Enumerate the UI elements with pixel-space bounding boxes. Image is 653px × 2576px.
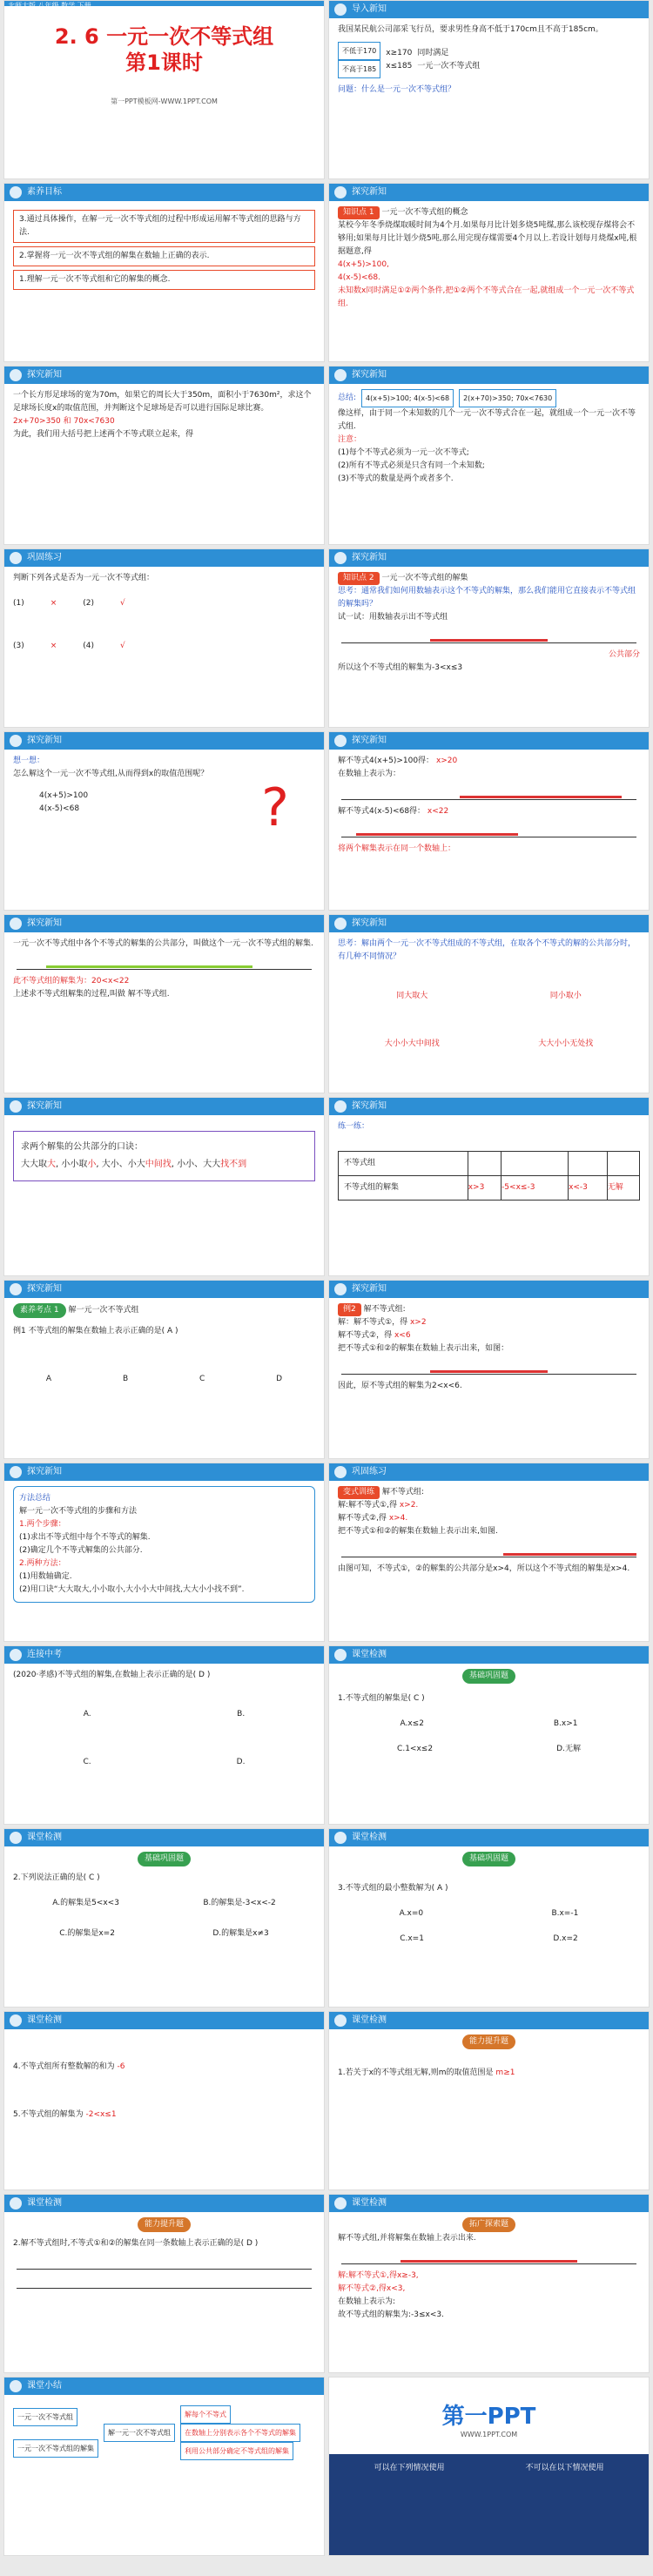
slide-summary[interactable] <box>3 2377 325 2556</box>
level-badge: 能力提升题 <box>462 2035 515 2049</box>
slide-header: 素养目标 <box>4 184 324 201</box>
mark-1: × <box>50 599 57 608</box>
option-a[interactable]: A.x≤2 <box>400 1719 424 1728</box>
question-text: 问题：什么是一元一次不等式组？ <box>338 85 456 94</box>
note-2: (2)所有不等式必须是只含有同一个未知数; <box>338 461 485 470</box>
slide-header: 探究新知 <box>329 915 649 932</box>
result-text: 由图可知，不等式①，②的解集的公共部分是x>4，所以这个不等式组的解集是x>4. <box>338 1564 630 1573</box>
result-text: 所以这个不等式组的解集为-3<x≤3 <box>338 663 463 672</box>
level-badge: 基础巩固题 <box>462 1852 515 1866</box>
slide-header: 探究新知 <box>4 732 324 750</box>
knowledge-title: 一元一次不等式组的解集 <box>381 574 468 582</box>
slide-variant[interactable]: 巩固练习 变式训练 解不等式组: 解:解不等式①,得 x>2. 解不等式②,得 x>4. 把不等式①和②的解集在数轴上表示出来,如图. 由图可知，不等式①，②的解集的公共部分是x>4，所以这个不等式组的解集是x>4. <box>328 1463 650 1642</box>
usage-denied-label: 不可以在以下情况使用 <box>525 2464 604 2472</box>
result-text: 因此，原不等式组的解集为2<x<6. <box>338 1382 462 1390</box>
result-2: 一元一次不等式组 <box>417 62 481 71</box>
option-b[interactable]: B <box>122 1375 129 1383</box>
cond-1: 不低于170 <box>338 42 380 60</box>
question-text: 2.解不等式组时,不等式①和②的解集在同一条数轴上表示正确的是( D ) <box>13 2239 259 2248</box>
slide-header: 课堂检测 <box>329 1829 649 1846</box>
variant-tag: 变式训练 <box>338 1486 380 1499</box>
question-text: 1.不等式组的解集是( C ) <box>338 1694 425 1703</box>
level-badge: 拓广探索题 <box>462 2217 515 2232</box>
slide-check-2[interactable] <box>3 1828 325 2008</box>
slide-header: 探究新知 <box>4 1463 324 1481</box>
summary-node-c: 解一元一次不等式组 <box>104 2424 175 2442</box>
slide-example-2[interactable]: 探究新知 例2 解不等式组: 解：解不等式①，得 x>2 解不等式②，得 x<6 把不等式①和②的解集在数轴上表示出来，如图： 因此，原不等式组的解集为2<x<6. <box>328 1280 650 1459</box>
question-text: 判断下列各式是否为一元一次不等式组： <box>13 574 155 582</box>
slide-header: 探究新知 <box>4 915 324 932</box>
slide-field[interactable] <box>3 366 325 545</box>
slide-header: 巩固练习 <box>4 549 324 567</box>
number-line-b <box>17 2275 312 2289</box>
eq-1: 4(x+5)>100, <box>338 260 389 269</box>
problem-text: 某校今年冬季烧煤取暖时间为4个月.如果每月比计划多烧5吨煤,那么该校现存煤将会不够用;如果每月比计划少烧5吨,那么用完现存煤需要4个月以上.若设计划每月烧煤x吨,根据题意,得 <box>338 221 637 256</box>
level-badge: 基础巩固题 <box>138 1852 191 1866</box>
step-4: 将两个解集表示在同一个数轴上： <box>338 844 456 853</box>
result-text: 故不等式组的解集为:-3≤x<3. <box>338 2310 445 2319</box>
option-a[interactable]: A.的解集是5<x<3 <box>52 1899 119 1907</box>
mark-3: × <box>50 642 57 650</box>
note-label: 注意： <box>338 435 362 444</box>
slide-check-3[interactable] <box>328 1828 650 2008</box>
slide-cover[interactable] <box>3 0 325 179</box>
definition-text: 一元一次不等式组中各个不等式的解集的公共部分，叫做这个一元一次不等式组的解集. <box>13 939 313 948</box>
slide-check-5[interactable] <box>328 2011 650 2190</box>
case-d: 大大小小无处找 <box>538 1039 594 1048</box>
slide-header: 连接中考 <box>4 1646 324 1664</box>
case-a: 同大取大 <box>396 992 428 1000</box>
item-3: (3) <box>13 642 24 650</box>
slide-header: 课堂检测 <box>4 2012 324 2029</box>
question-text: 解不等式组: <box>363 1305 406 1314</box>
point-title: 解一元一次不等式组 <box>68 1306 139 1315</box>
step-3: 在数轴上表示为: <box>338 2297 396 2306</box>
slide-summary-def[interactable] <box>328 366 650 545</box>
knowledge-title: 一元一次不等式组的概念 <box>381 208 468 217</box>
question-text: (2020·孝感)不等式组的解集,在数轴上表示正确的是( D ) <box>13 1671 211 1679</box>
slide-header: 课堂检测 <box>329 1646 649 1664</box>
number-line <box>17 956 312 970</box>
question-mark-icon: ? <box>261 777 289 838</box>
question-5: 5.不等式组的解集为 <box>13 2110 84 2119</box>
step-3-result: x<22 <box>427 807 449 816</box>
option-d[interactable]: D.的解集是x≠3 <box>212 1929 269 1938</box>
goal-1: 1.理解一元一次不等式组和它的解集的概念. <box>13 270 315 290</box>
item-4: (4) <box>83 642 95 650</box>
option-b[interactable]: B.x>1 <box>553 1719 578 1728</box>
slide-header: 探究新知 <box>329 1098 649 1115</box>
site-url: 第一PPT模板网-WWW.1PPT.COM <box>111 98 218 105</box>
intro-text: 我国某民航公司部采飞行员，要求男性身高不低于170cm且不高于185cm。 <box>338 25 603 34</box>
slide-header: 探究新知 <box>4 1098 324 1115</box>
option-d[interactable]: D <box>276 1375 283 1383</box>
definition-text: 像这样，由于同一个未知数的几个一元一次不等式合在一起，就组成一个一元一次不等式组. <box>338 409 636 431</box>
step-3: 把不等式①和②的解集在数轴上表示出来，如图： <box>338 1344 509 1353</box>
number-line-a <box>17 2256 312 2270</box>
think-text: 思考：解由两个一元一次不等式组成的不等式组，在取各个不等式的解的公共部分时，有几种不同情况？ <box>338 939 636 961</box>
option-d[interactable]: D. <box>236 1758 246 1766</box>
slide-check-4[interactable] <box>3 2011 325 2190</box>
knowledge-tag: 知识点 1 <box>338 206 380 219</box>
think-text: 思考：通常我们如何用数轴表示这个不等式的解集，那么我们能用它直接表示不等式组的解集吗？ <box>338 587 636 609</box>
slide-header: 探究新知 <box>329 1281 649 1298</box>
slide-solution-set[interactable] <box>3 914 325 1093</box>
case-b: 同小取小 <box>549 992 582 1000</box>
slide-check-1[interactable] <box>328 1645 650 1825</box>
number-line-2 <box>341 824 636 837</box>
note-text: 未知数x同时满足①②两个条件,把①②两个不等式合在一起,就组成一个一元一次不等式组. <box>338 286 635 308</box>
lesson-title: 2. 6 一元一次不等式组 <box>54 24 274 49</box>
answer-text: m≥1 <box>495 2068 515 2077</box>
step-2: 在数轴上表示为： <box>338 770 401 778</box>
lesson-subtitle: 第1课时 <box>125 50 203 75</box>
step-1-result: x>20 <box>435 757 458 765</box>
system-box: 4(x+5)>100 4(x-5)<68 <box>39 791 89 813</box>
problem-text: 一个长方形足球场的宽为70m，如果它的周长大于350m，面积小于7630m²，求这个足球场长度x的取值范围，并判断这个足球场是否可以进行国际足球比赛。 <box>13 391 312 413</box>
step-1: 解不等式4(x+5)>100得： <box>338 757 434 765</box>
eq-text: 2x+70>350 和 70x<7630 <box>13 417 115 426</box>
option-c[interactable]: C. <box>83 1758 91 1766</box>
slide-exam[interactable] <box>3 1645 325 1825</box>
summary-node-b: 一元一次不等式组的解集 <box>13 2439 98 2458</box>
step-1: 解:解不等式①,得x≥-3, <box>338 2271 419 2280</box>
knowledge-tag: 知识点 2 <box>338 572 380 585</box>
point-tag: 素养考点 1 <box>13 1303 66 1318</box>
option-c[interactable]: C <box>199 1375 205 1383</box>
step-3: 解不等式4(x-5)<68得： <box>338 807 426 816</box>
summary-node-m1: 解每个不等式 <box>180 2405 231 2424</box>
option-d[interactable]: D.x=2 <box>553 1934 578 1943</box>
slide-header: 探究新知 <box>329 367 649 384</box>
slide-header: 课堂检测 <box>4 2195 324 2212</box>
think-label: 想一想： <box>13 757 45 765</box>
question-text: 例1 不等式组的解集在数轴上表示正确的是( A ) <box>13 1327 178 1335</box>
slide-intro[interactable] <box>328 0 650 179</box>
goal-3: 3.通过具体操作，在解一元一次不等式组的过程中形成运用解不等式组的思路与方法. <box>13 210 315 243</box>
math-2: x≤185 <box>386 62 413 71</box>
summary-node-m3: 利用公共部分确定不等式组的解集 <box>180 2442 293 2460</box>
item-2: (2) <box>83 599 95 608</box>
level-badge: 基础巩固题 <box>462 1669 515 1684</box>
option-b[interactable]: B. <box>237 1710 246 1718</box>
note-1: (1)每个不等式必须为一元一次不等式; <box>338 448 469 457</box>
conclusion-text: 为此，我们用大括号把上述两个不等式联立起来，得 <box>13 430 194 439</box>
question-text: 解不等式组: <box>381 1488 424 1497</box>
practice-table: 不等式组 不等式组的解集 x>3 -5<x≤-3 x<-3 无解 <box>338 1151 640 1201</box>
option-a[interactable]: A.x=0 <box>399 1909 424 1918</box>
slide-header: 探究新知 <box>4 367 324 384</box>
summary-node-m2: 在数轴上分别表示各个不等式的解集 <box>180 2424 300 2442</box>
edition-label: 北师大版 八年级 数学 下册 <box>8 2 91 10</box>
number-line <box>341 2250 636 2264</box>
answer-5: -2<x≤1 <box>85 2110 117 2119</box>
slide-footer[interactable] <box>328 2377 650 2556</box>
slide-header: 巩固练习 <box>329 1463 649 1481</box>
mnemonic-box: 求两个解集的公共部分的口诀： 大大取大, 小小取小, 大小、小大中间找, 小小、大大找不到 <box>13 1131 315 1181</box>
goal-2: 2.掌握将一元一次不等式组的解集在数轴上正确的表示. <box>13 246 315 266</box>
think-text: 怎么解这个一元一次不等式组,从而得到x的取值范围呢？ <box>13 770 209 778</box>
slide-goals[interactable] <box>3 183 325 362</box>
slide-example-1[interactable] <box>3 1280 325 1459</box>
summary-node-a: 一元一次不等式组 <box>13 2408 77 2426</box>
slide-header: 探究新知 <box>4 1281 324 1298</box>
item-1: (1) <box>13 599 24 608</box>
try-text: 试一试：用数轴表示出不等式组 <box>338 613 448 622</box>
eq-2: 4(x-5)<68. <box>338 273 380 282</box>
method-box: 方法总结 解一元一次不等式组的步骤和方法 1.两个步骤： (1)求出不等式组中每个不等式的解集. (2)确定几个不等式解集的公共部分. 2.两种方法： (1)用数轴确定. (2)用口诀“大大取大,小小取小,大小小大中间找,大大小小找不到”. <box>13 1486 315 1603</box>
process-text: 上述求不等式组解集的过程,叫做 解不等式组. <box>13 990 170 999</box>
option-d[interactable]: D.无解 <box>556 1745 581 1753</box>
mark-4: √ <box>120 642 125 650</box>
sys-2: 2(x+70)>350; 70x<7630 <box>459 389 556 407</box>
math-1: x≥170 <box>386 49 413 57</box>
sys-1: 4(x+5)>100; 4(x-5)<68 <box>361 389 454 407</box>
slide-practice-table[interactable] <box>328 1097 650 1276</box>
slide-check-6[interactable] <box>3 2194 325 2373</box>
slide-header: 课堂检测 <box>4 1829 324 1846</box>
option-b[interactable]: B.的解集是-3<x<-2 <box>203 1899 276 1907</box>
option-a[interactable]: A. <box>83 1710 91 1718</box>
case-c: 大小小大中间找 <box>384 1039 440 1048</box>
question-4: 4.不等式组所有整数解的和为 <box>13 2062 115 2071</box>
option-a[interactable]: A <box>45 1375 52 1383</box>
question-text: 1.若关于x的不等式组无解,则m的取值范围是 <box>338 2068 494 2077</box>
question-text: 3.不等式组的最小整数解为( A ) <box>338 1884 448 1893</box>
slide-mnemonic[interactable] <box>3 1097 325 1276</box>
number-line-1 <box>341 786 636 800</box>
slide-header: 探究新知 <box>329 184 649 201</box>
result-text: 此不等式组的解集为：20<x<22 <box>13 977 130 985</box>
slide-header: 课堂检测 <box>329 2195 649 2212</box>
example-tag: 例2 <box>338 1303 361 1316</box>
answer-4: -6 <box>117 2062 125 2071</box>
option-c[interactable]: C.x=1 <box>400 1934 424 1943</box>
mark-2: √ <box>120 599 125 608</box>
slide-think[interactable] <box>3 731 325 911</box>
common-part-label: 公共部分 <box>608 650 640 659</box>
brand-logo: 第一PPT WWW.1PPT.COM <box>329 2378 649 2454</box>
slide-solve-steps[interactable] <box>328 731 650 911</box>
slide-four-cases[interactable] <box>328 914 650 1093</box>
step-2: 解不等式②,得x<3, <box>338 2284 406 2293</box>
cond-2: 不高于185 <box>338 60 380 78</box>
slide-check-7[interactable] <box>328 2194 650 2373</box>
slide-header: 课堂检测 <box>329 2012 649 2029</box>
note-3: (3)不等式的数量是两个或者多个. <box>338 474 454 483</box>
option-c[interactable]: C.1<x≤2 <box>397 1745 434 1753</box>
summary-label: 总结: <box>338 393 357 402</box>
slide-method-summary[interactable] <box>3 1463 325 1642</box>
question-text: 2.下列说法正确的是( C ) <box>13 1873 100 1882</box>
slide-header: 探究新知 <box>329 732 649 750</box>
result-1: 同时满足 <box>417 49 449 57</box>
slide-header: 课堂小结 <box>4 2378 324 2395</box>
option-b[interactable]: B.x=-1 <box>551 1909 579 1918</box>
slide-header: 探究新知 <box>329 549 649 567</box>
number-line <box>341 629 636 643</box>
level-badge: 能力提升题 <box>138 2217 191 2232</box>
number-line <box>341 1544 636 1557</box>
question-text: 解不等式组,并将解集在数轴上表示出来. <box>338 2234 476 2243</box>
number-line <box>341 1361 636 1375</box>
slide-concept-1[interactable] <box>328 183 650 362</box>
practice-label: 练一练： <box>338 1122 370 1131</box>
slide-header: 导入新知 <box>329 1 649 18</box>
slide-practice-judge[interactable] <box>3 548 325 728</box>
option-c[interactable]: C.的解集是x=2 <box>59 1929 115 1938</box>
slide-concept-2[interactable] <box>328 548 650 728</box>
usage-allowed-label: 可以在下列情况使用 <box>374 2464 445 2472</box>
